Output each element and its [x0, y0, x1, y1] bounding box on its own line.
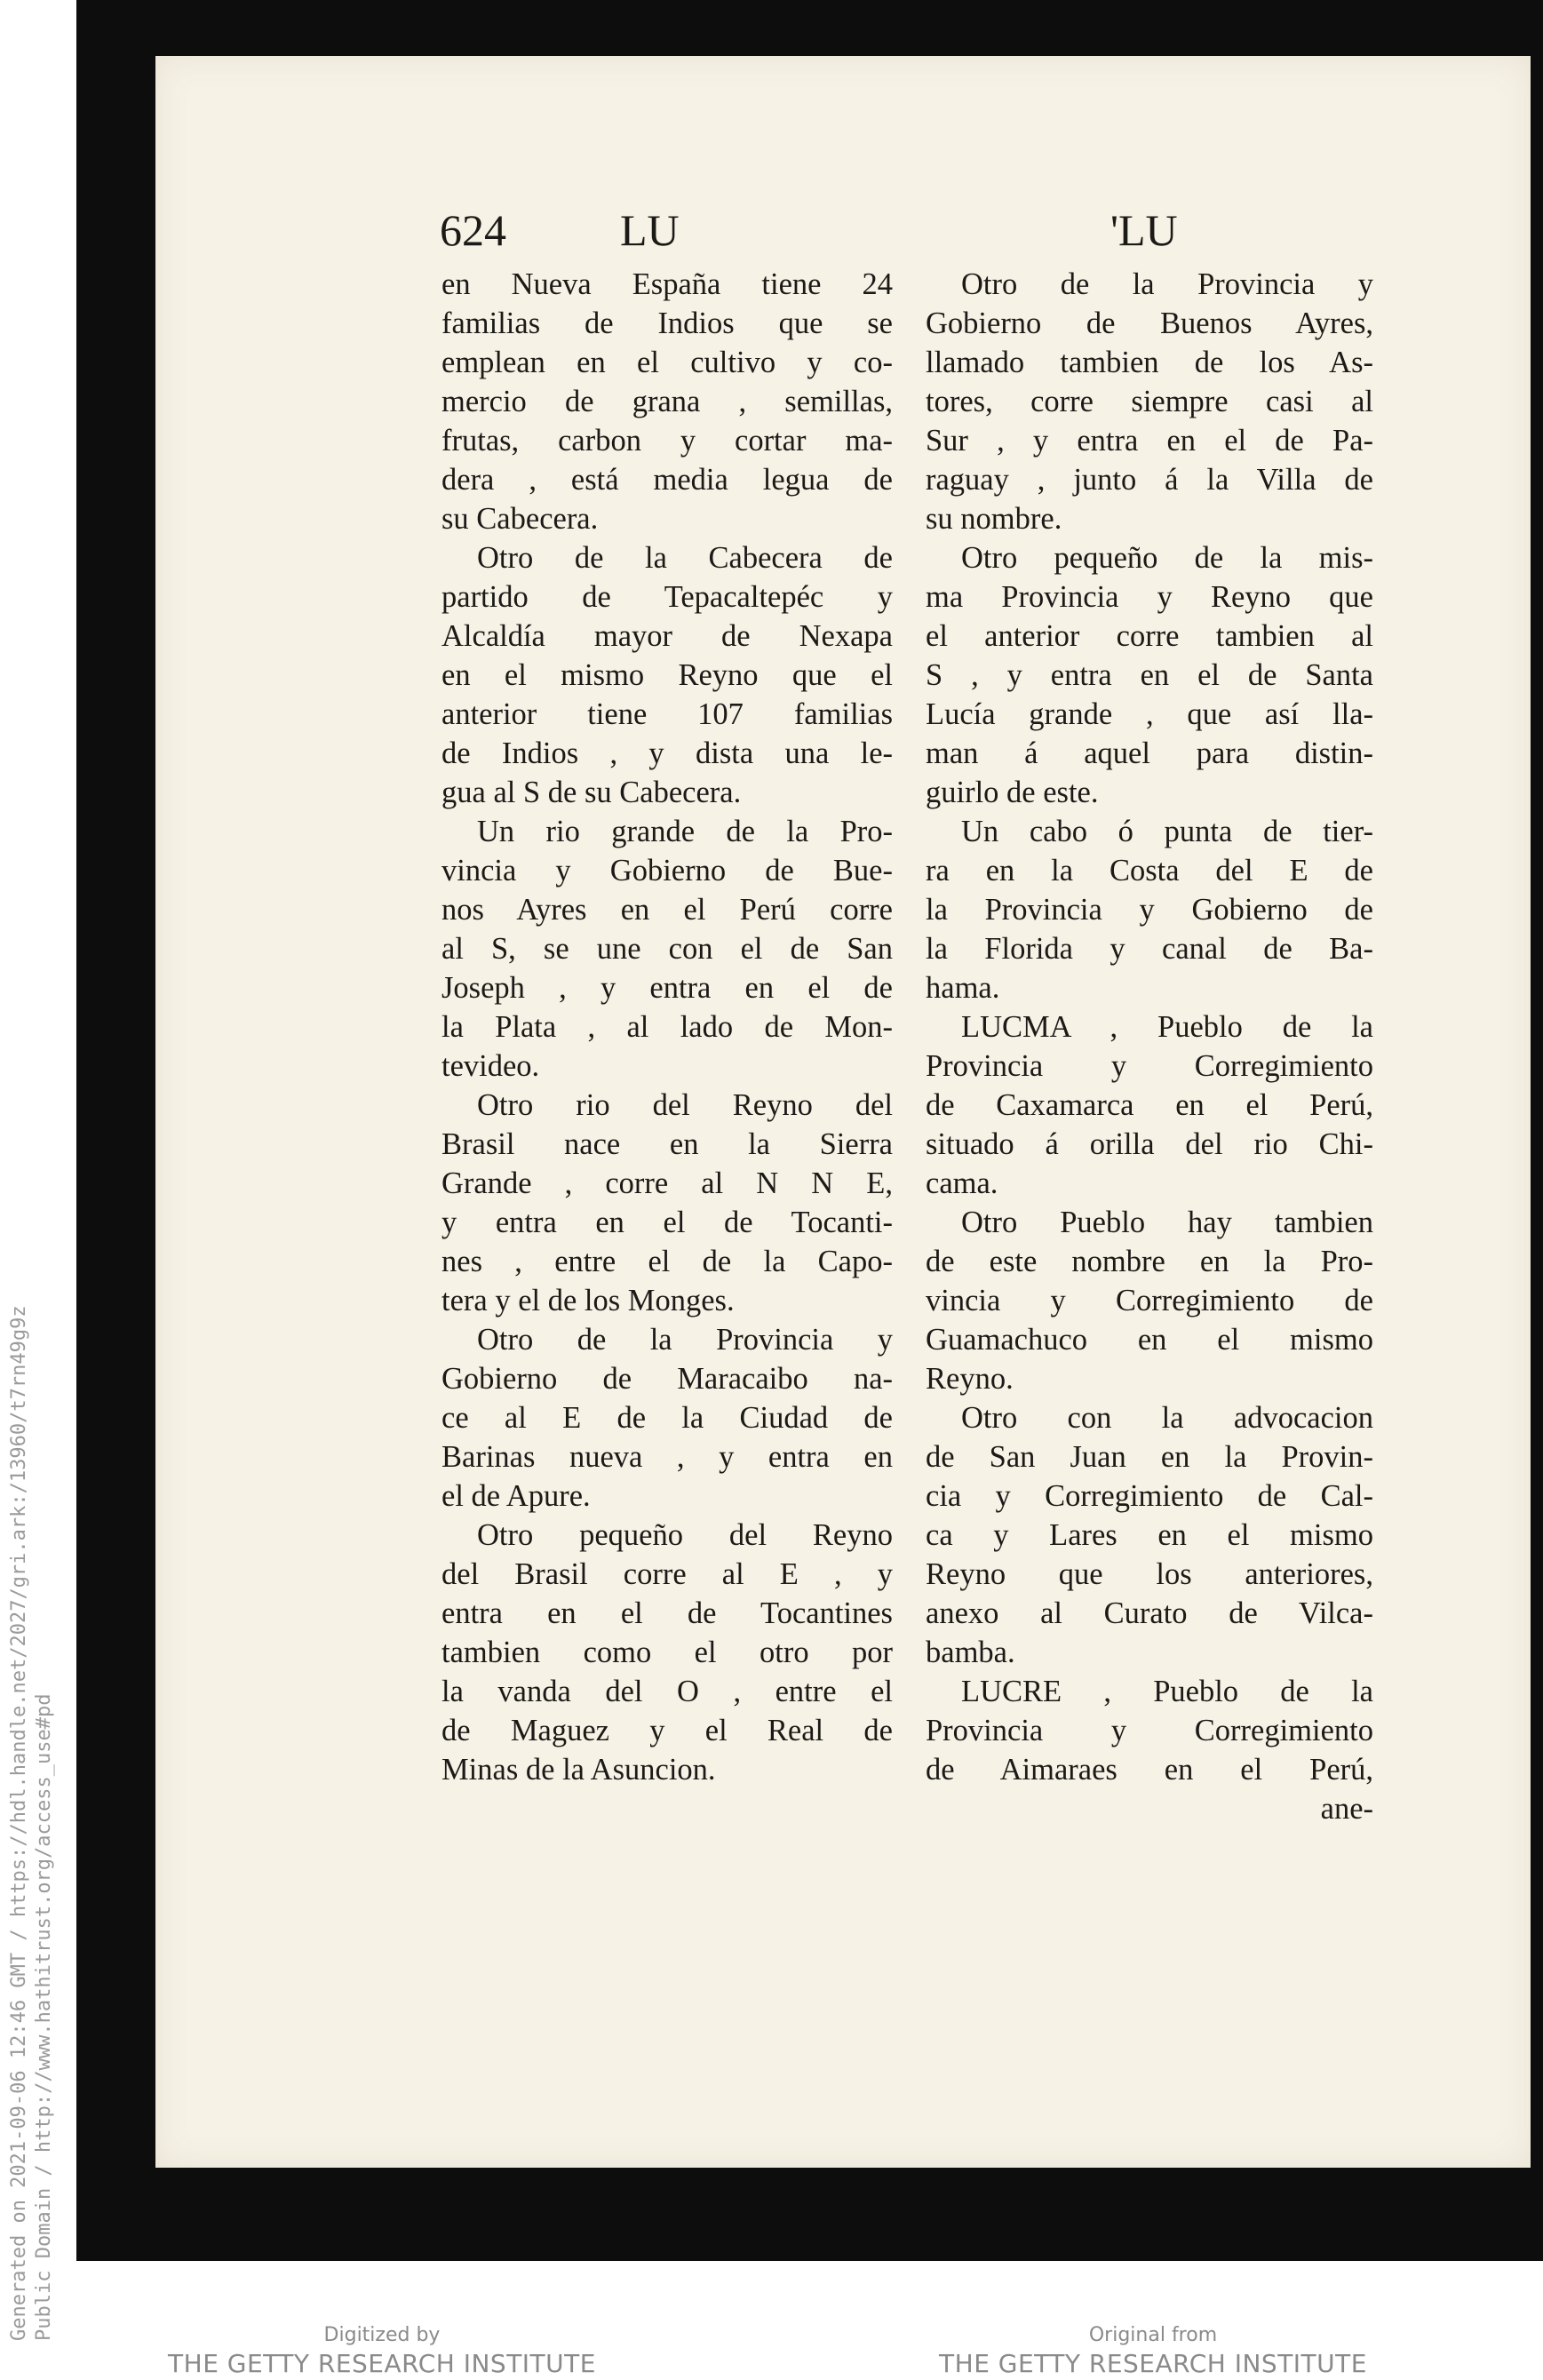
- original-institution: THE GETTY RESEARCH INSTITUTE: [939, 2349, 1367, 2378]
- text-line: de San Juan en la Provin-: [926, 1440, 1373, 1474]
- text-line: hama.: [926, 971, 1000, 1005]
- text-line: Provincia y Corregimiento: [926, 1714, 1373, 1747]
- text-line: Un cabo ó punta de tier-: [961, 815, 1373, 848]
- text-line: Provincia y Corregimiento: [926, 1049, 1373, 1083]
- generation-stamp: [7, 1305, 57, 2341]
- text-line: situado á orilla del rio Chi-: [926, 1127, 1373, 1161]
- text-line: Lucía grande , que así lla-: [926, 697, 1373, 731]
- text-line: entra en el de Tocantines: [441, 1596, 893, 1630]
- text-line: Reyno.: [926, 1362, 1014, 1396]
- text-line: Alcaldía mayor de Nexapa: [441, 619, 893, 653]
- text-line: del Brasil corre al E , y: [441, 1557, 893, 1591]
- text-line: Otro pequeño de la mis-: [961, 541, 1373, 575]
- text-line: la vanda del O , entre el: [441, 1675, 893, 1708]
- text-line: tera y el de los Monges.: [441, 1284, 735, 1317]
- text-line: anterior tiene 107 familias: [441, 697, 893, 731]
- text-line: el anterior corre tambien al: [926, 619, 1373, 653]
- text-line: Otro Pueblo hay tambien: [961, 1206, 1373, 1239]
- generation-stamp-line: Generated on 2021-09-06 12:46 GMT / https://hdl.handle.net/2027/gri.ark:/13960/t7rn49g9z: [8, 1305, 30, 2341]
- text-line: Gobierno de Buenos Ayres,: [926, 306, 1373, 340]
- text-line: Guamachuco en el mismo: [926, 1323, 1373, 1357]
- catchword: ane-: [1320, 1792, 1373, 1826]
- text-line: guirlo de este.: [926, 776, 1099, 809]
- text-line: raguay , junto á la Villa de: [926, 463, 1373, 497]
- page-number: 624: [440, 205, 506, 255]
- digitized-by-credit: [151, 2323, 613, 2380]
- running-head-right: 'LU: [1110, 205, 1178, 255]
- text-line: Otro de la Provincia y: [477, 1323, 893, 1357]
- digitizer-institution: THE GETTY RESEARCH INSTITUTE: [168, 2349, 596, 2378]
- text-line: de este nombre en la Pro-: [926, 1245, 1373, 1278]
- text-line: tevideo.: [441, 1049, 540, 1083]
- text-line: frutas, carbon y cortar ma-: [441, 424, 893, 458]
- text-line: mercio de grana , semillas,: [441, 385, 893, 418]
- text-line: ma Provincia y Reyno que: [926, 580, 1373, 614]
- text-line: anexo al Curato de Vilca-: [926, 1596, 1373, 1630]
- text-line: de Aimaraes en el Perú,: [926, 1753, 1373, 1787]
- text-line: cia y Corregimiento de Cal-: [926, 1479, 1373, 1513]
- text-line: Gobierno de Maracaibo na-: [441, 1362, 893, 1396]
- entry-headword-line: LUCMA , Pueblo de la: [961, 1010, 1373, 1044]
- original-from-label: Original from: [1088, 2324, 1218, 2346]
- text-line: Sur , y entra en el de Pa-: [926, 424, 1373, 458]
- text-line: ca y Lares en el mismo: [926, 1518, 1373, 1552]
- original-from-credit: [922, 2323, 1384, 2380]
- text-line: Otro con la advocacion: [961, 1401, 1373, 1435]
- text-line: gua al S de su Cabecera.: [441, 776, 742, 809]
- text-line: al S, se une con el de San: [441, 932, 893, 966]
- text-line: Otro pequeño del Reyno: [477, 1518, 893, 1552]
- text-line: cama.: [926, 1166, 998, 1200]
- text-line: Joseph , y entra en el de: [441, 971, 893, 1005]
- text-line: Otro rio del Reyno del: [477, 1088, 893, 1122]
- running-head-left: LU: [620, 205, 680, 255]
- text-line: familias de Indios que se: [441, 306, 893, 340]
- text-line: de Indios , y dista una le-: [441, 736, 893, 770]
- text-line: Brasil nace en la Sierra: [441, 1127, 893, 1161]
- text-line: Grande , corre al N N E,: [441, 1166, 893, 1200]
- text-line: de Caxamarca en el Perú,: [926, 1088, 1373, 1122]
- text-line: nos Ayres en el Perú corre: [441, 893, 893, 927]
- text-line: bamba.: [926, 1636, 1015, 1669]
- text-line: Otro de la Cabecera de: [477, 541, 893, 575]
- text-line: vincia y Corregimiento de: [926, 1284, 1373, 1317]
- text-line: Un rio grande de la Pro-: [477, 815, 893, 848]
- text-line: de Maguez y el Real de: [441, 1714, 893, 1747]
- text-line: S , y entra en el de Santa: [926, 658, 1373, 692]
- text-line: Reyno que los anteriores,: [926, 1557, 1373, 1591]
- digitized-by-label: Digitized by: [323, 2324, 441, 2346]
- text-line: vincia y Gobierno de Bue-: [441, 854, 893, 888]
- text-line: dera , está media legua de: [441, 463, 893, 497]
- text-line: partido de Tepacaltepéc y: [441, 580, 893, 614]
- text-line: el de Apure.: [441, 1479, 591, 1513]
- text-line: tambien como el otro por: [441, 1636, 893, 1669]
- text-line: la Plata , al lado de Mon-: [441, 1010, 893, 1044]
- text-line: Otro de la Provincia y: [961, 267, 1373, 301]
- text-line: tores, corre siempre casi al: [926, 385, 1373, 418]
- text-line: emplean en el cultivo y co-: [441, 346, 893, 379]
- text-line: la Florida y canal de Ba-: [926, 932, 1373, 966]
- text-line: man á aquel para distin-: [926, 736, 1373, 770]
- text-line: en el mismo Reyno que el: [441, 658, 893, 692]
- text-line: llamado tambien de los As-: [926, 346, 1373, 379]
- text-line: su Cabecera.: [441, 502, 599, 536]
- rights-stamp-line: Public Domain / http://www.hathitrust.org/access_use#pd: [33, 1693, 55, 2341]
- text-line: la Provincia y Gobierno de: [926, 893, 1373, 927]
- text-line: nes , entre el de la Capo-: [441, 1245, 893, 1278]
- entry-headword-line: LUCRE , Pueblo de la: [961, 1675, 1373, 1708]
- text-line: ce al E de la Ciudad de: [441, 1401, 893, 1435]
- text-line: Barinas nueva , y entra en: [441, 1440, 893, 1474]
- text-line: Minas de la Asuncion.: [441, 1753, 716, 1787]
- text-line: ra en la Costa del E de: [926, 854, 1373, 888]
- text-line: y entra en el de Tocanti-: [441, 1206, 893, 1239]
- text-line: su nombre.: [926, 502, 1062, 536]
- text-line: en Nueva España tiene 24: [441, 267, 893, 301]
